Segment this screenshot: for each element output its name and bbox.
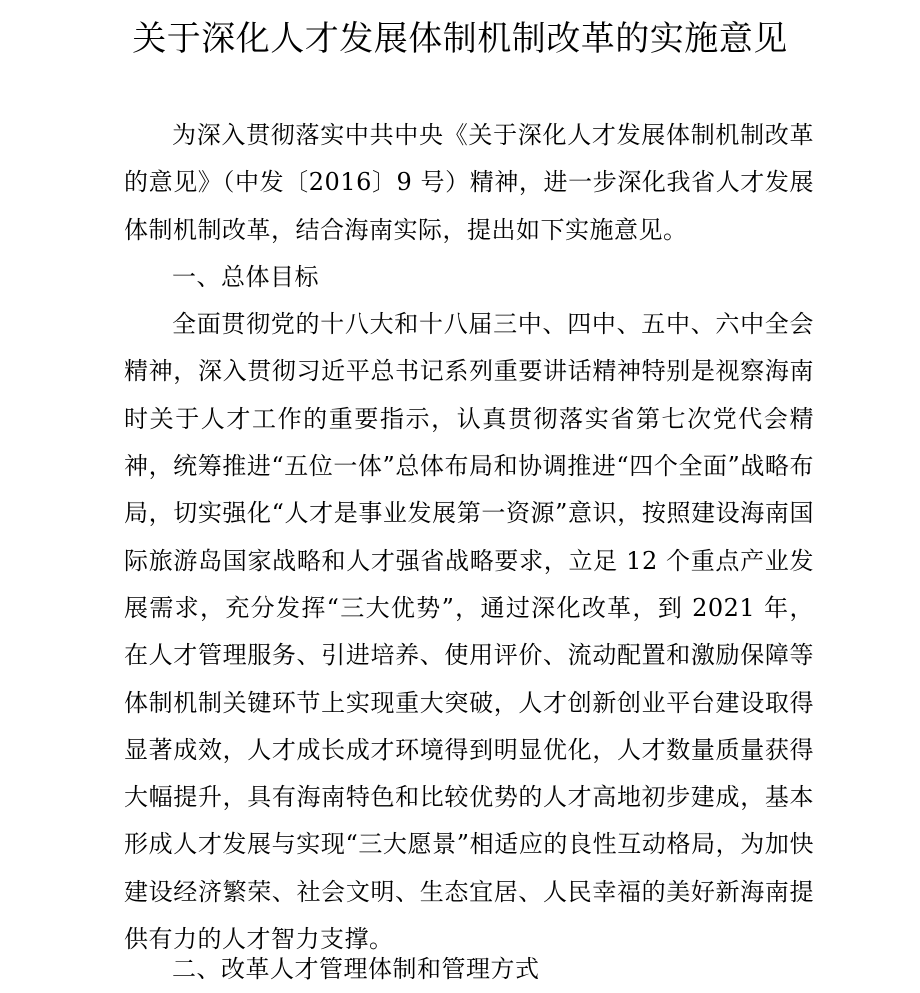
section-1-paragraph: 全面贯彻党的十八大和十八届三中、四中、五中、六中全会精神，深入贯彻习近平总书记系列重要讲话精神特别是视察海南时关于人才工作的重要指示，认真贯彻落实省第七次党代会精神，统筹推进“五位一体”总体布局和协调推进“四个全面”战略布局，切实强化“人才是事业发展第一资源”意识，按照建设海南国际旅游岛国家战略和人才强省战略要求，立足 12 个重点产业发展需求，充分发挥“三大优势”，通过深化改革，到 2021 年，在人才管理服务、引进培养、使用评价、流动配置和激励保障等体制机制关键环节上实现重大突破，人才创新创业平台建设取得显著成效，人才成长成才环境得到明显优化，人才数量质量获得大幅提升，具有海南特色和比较优势的人才高地初步建成，基本形成人才发展与实现“三大愿景”相适应的良性互动格局，为加快建设经济繁荣、社会文明、生态宜居、人民幸福的美好新海南提供有力的人才智力支撑。 bbox=[124, 310, 814, 954]
intro-paragraph: 为深入贯彻落实中共中央《关于深化人才发展体制机制改革的意见》（中发〔2016〕9 号）精神，进一步深化我省人才发展体制机制改革，结合海南实际，提出如下实施意见。 bbox=[124, 121, 814, 244]
section-2-heading: 二、改革人才管理体制和管理方式 bbox=[172, 955, 540, 983]
document-title: 关于深化人才发展体制机制改革的实施意见 bbox=[132, 19, 788, 59]
document-body bbox=[124, 112, 814, 963]
section-1-heading: 一、总体目标 bbox=[172, 262, 319, 291]
